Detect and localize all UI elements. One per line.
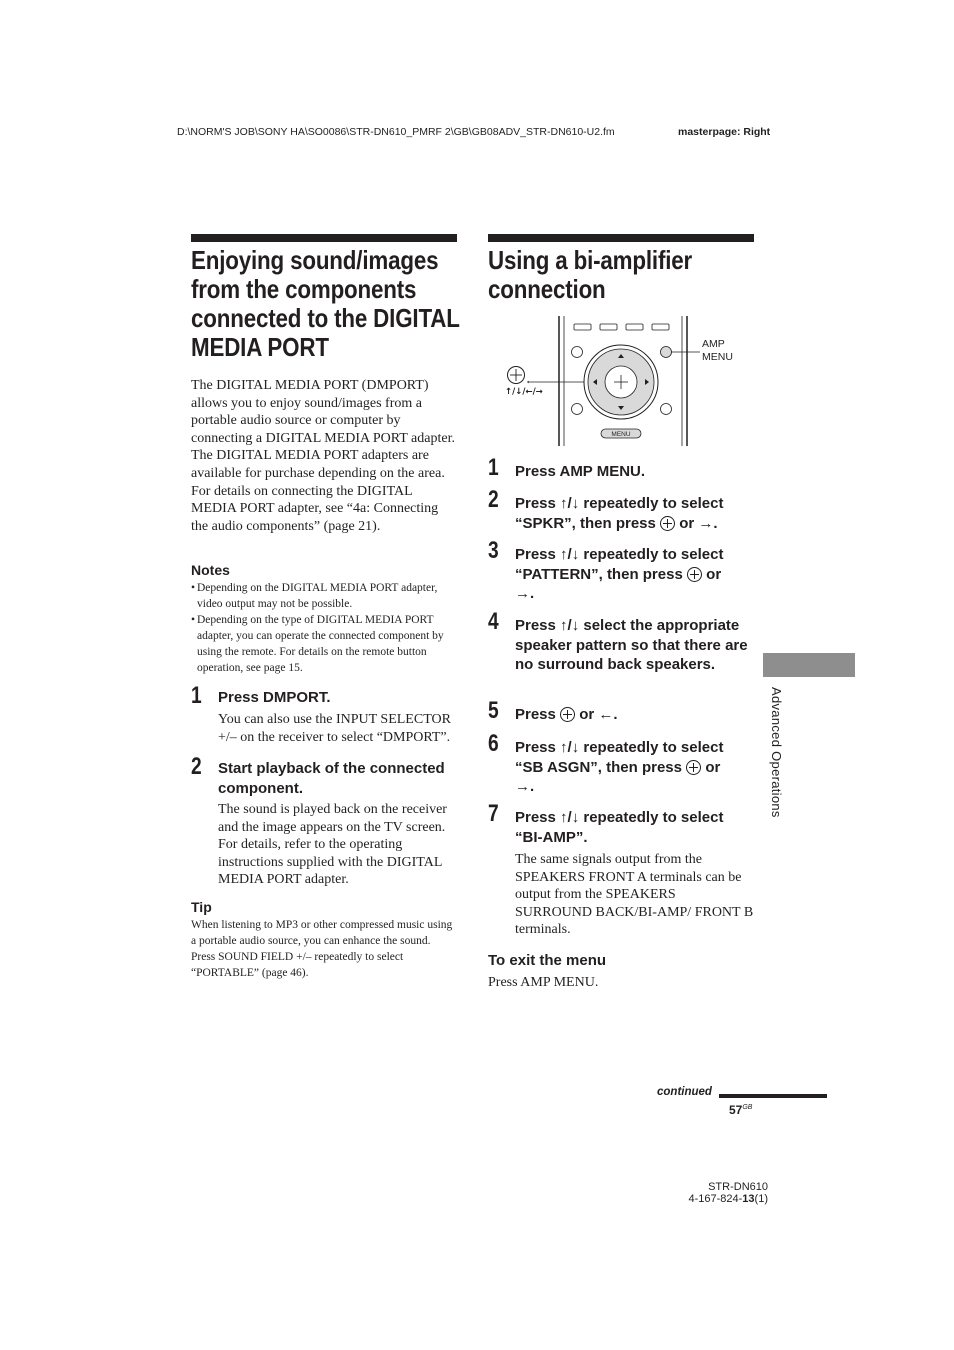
step-line: Press ↑/↓ repeatedly to select: [515, 739, 724, 756]
step-body: You can also use the INPUT SELECTOR +/– on the receiver to select “DMPORT”.: [218, 712, 451, 745]
note-text: Depending on the type of DIGITAL MEDIA PORT adapter, you can operate the connected component by using the remote. For details on the remote button operation, see page 15.: [197, 614, 444, 674]
step-fragment: or: [706, 565, 722, 583]
step-line: →.: [515, 585, 535, 602]
return-button: [572, 404, 583, 415]
figure-arrow-label: ↑/↓/←/→: [505, 387, 543, 397]
right-title-line: Using a bi-amplifier: [488, 245, 693, 275]
round-button: [661, 404, 672, 415]
step-number: 1: [191, 682, 202, 709]
right-section-title: [488, 246, 692, 304]
note-text: Depending on the DIGITAL MEDIA PORT adapter, video output may not be possible.: [197, 582, 438, 610]
notes-list: [191, 580, 457, 676]
continued-rule: [719, 1094, 827, 1098]
step-number: 7: [488, 800, 499, 827]
left-title-line: MEDIA PORT: [191, 332, 329, 362]
step-number: 2: [488, 486, 499, 513]
code-prefix: 4-167-824-: [688, 1193, 743, 1205]
note-item: • Depending on the DIGITAL MEDIA PORT adapter, video output may not be possible.: [191, 582, 438, 610]
step-fragment: “SPKR”, then press: [515, 514, 656, 532]
step-line: [515, 758, 755, 778]
tip-text: When listening to MP3 or other compressed music using a portable audio source, you can enhance the sound. Press SOUND FIELD +/– repeatedly to select “PORTABLE” (page 46).: [191, 919, 453, 979]
step-line: [515, 565, 755, 585]
step-line: →.: [515, 778, 535, 795]
step-fragment: Press: [515, 706, 556, 723]
exit-menu-text: Press AMP MENU.: [488, 975, 599, 990]
step-fragment: or: [705, 758, 721, 776]
code-suffix: (1): [754, 1193, 768, 1205]
remote-illustration: [500, 314, 750, 448]
enter-icon: [560, 707, 575, 722]
left-section-title: [191, 246, 460, 362]
color-button: [652, 324, 669, 330]
step-text: [515, 705, 755, 725]
step-line: Press ↑/↓ repeatedly to select: [515, 546, 724, 563]
amp-menu-button: [661, 347, 672, 358]
step-number: 5: [488, 697, 499, 724]
step-text: [515, 494, 755, 533]
section-bar-right: [488, 234, 754, 242]
step-text: Press AMP MENU.: [515, 463, 646, 480]
masterpage-label: masterpage: Right: [678, 126, 771, 138]
step-text: [515, 545, 755, 604]
step-line: Press ↑/↓ repeatedly to select: [515, 495, 724, 512]
step-title: Start playback of the connected component.: [218, 760, 445, 797]
step-fragment: “SB ASGN”, then press: [515, 758, 682, 776]
intro-text: [191, 377, 457, 535]
file-path: D:\NORM'S JOB\SONY HA\SO0086\STR-DN610_PMRF 2\GB\GB08ADV_STR-DN610-U2.fm: [177, 126, 615, 138]
color-button: [600, 324, 617, 330]
figure-menu-label: MENU: [702, 351, 733, 363]
code-bold: 13: [742, 1193, 755, 1205]
step-fragment: or →.: [679, 514, 718, 532]
page-number-value: 57: [729, 1103, 743, 1117]
round-button: [572, 347, 583, 358]
page-number: [729, 1103, 752, 1117]
figure-comma: ,: [527, 374, 530, 384]
left-title-line: from the components: [191, 274, 417, 304]
intro-paragraph: The DIGITAL MEDIA PORT (DMPORT) allows you to enjoy sound/images from a portable audio source or computer by connecting a DIGITAL MEDIA PORT adapter.: [191, 378, 455, 446]
step-body: The same signals output from the SPEAKERS FRONT A terminals can be output from the SPEAKERS SURROUND BACK/BI-AMP/ FRONT B terminals.: [515, 852, 754, 938]
notes-heading: Notes: [191, 562, 230, 578]
section-bar-left: [191, 234, 457, 242]
enter-icon: [686, 760, 701, 775]
menu-button-label: MENU: [611, 431, 631, 438]
enter-icon: [687, 567, 702, 582]
step-body: The sound is played back on the receiver and the image appears on the TV screen. For details, refer to the operating instructions supplied with the DIGITAL MEDIA PORT adapter.: [218, 802, 447, 888]
step-number: 2: [191, 753, 202, 780]
side-section-label: Advanced Operations: [769, 687, 784, 818]
step-line: [515, 514, 755, 534]
color-button: [574, 324, 591, 330]
note-item: • Depending on the type of DIGITAL MEDIA PORT adapter, you can operate the connected component by using the remote. For details on the remote button operation, see page 15.: [191, 614, 444, 674]
right-title-line: connection: [488, 274, 606, 304]
step-text: Press ↑/↓ repeatedly to select “BI-AMP”.: [515, 809, 724, 846]
step-text: Press ↑/↓ select the appropriate speaker pattern so that there are no surround back speakers.: [515, 617, 748, 673]
section-side-tab: [763, 653, 855, 677]
step-number: 3: [488, 537, 499, 564]
left-title-line: Enjoying sound/images: [191, 245, 439, 275]
step-text: [515, 738, 755, 797]
step-title: Press DMPORT.: [218, 689, 331, 706]
model-number: STR-DN610: [708, 1181, 768, 1193]
step-number: 6: [488, 730, 499, 757]
exit-menu-heading: To exit the menu: [488, 952, 607, 969]
page-suffix: GB: [742, 1104, 753, 1111]
figure-amp-label: AMP: [702, 338, 725, 350]
part-code: [640, 1193, 768, 1205]
left-title-line: connected to the DIGITAL: [191, 303, 460, 333]
step-number: 1: [488, 454, 499, 481]
intro-paragraph: The DIGITAL MEDIA PORT adapters are available for purchase depending on the area. For details on connecting the DIGITAL MEDIA PORT adapter, see “4a: Connecting the audio components” (page 21).: [191, 448, 445, 534]
step-number: 4: [488, 608, 499, 635]
step-fragment: “PATTERN”, then press: [515, 565, 683, 583]
step-fragment: or ←.: [579, 706, 618, 723]
enter-icon: [660, 516, 675, 531]
tip-heading: Tip: [191, 899, 212, 915]
continued-label: continued: [657, 1086, 712, 1098]
color-button: [626, 324, 643, 330]
